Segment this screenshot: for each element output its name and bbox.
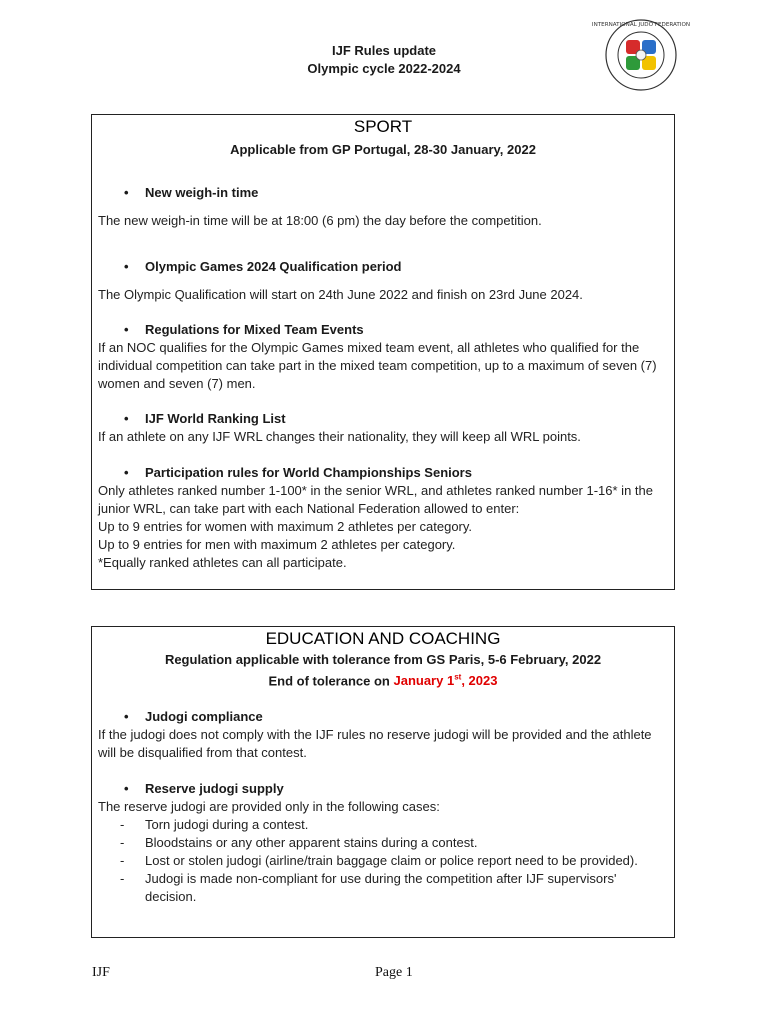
world-championships-heading: • Participation rules for World Championships Seniors <box>98 464 668 482</box>
header-title: IJF Rules update <box>331 43 437 58</box>
tolerance-date: January 1st, 2023 <box>393 673 498 689</box>
education-title: EDUCATION AND COACHING <box>265 629 501 648</box>
men-entries: Up to 9 entries for men with maximum 2 athletes per category. <box>98 537 456 552</box>
page-number: Page 1 <box>375 965 413 980</box>
ranking-note: *Equally ranked athletes can all participate. <box>98 555 347 570</box>
education-section <box>91 626 675 938</box>
qualification-heading: • Olympic Games 2024 Qualification period <box>98 258 668 276</box>
women-entries: Up to 9 entries for women with maximum 2 athletes per category. <box>98 519 473 534</box>
world-championships-text: Only athletes ranked number 1-100* in the senior WRL, and athletes ranked number 1-16* in the junior WRL, can take part with each National Federation allowed to enter: <box>98 483 653 516</box>
weighin-heading: • New weigh-in time <box>98 184 668 202</box>
wrl-text: If an athlete on any IJF WRL changes their nationality, they will keep all WRL points. <box>98 429 581 444</box>
logo-ring-text: INTERNATIONAL JUDO FEDERATION <box>591 22 691 28</box>
reserve-judogi-heading: • Reserve judogi supply <box>98 780 668 798</box>
reserve-case-item: - Judogi is made non-compliant for use during the competition after IJF supervisors' decision. <box>98 870 668 906</box>
footer-org: IJF <box>92 965 110 980</box>
reserve-case-item: - Torn judogi during a contest. <box>98 816 668 834</box>
reserve-case-item: - Lost or stolen judogi (airline/train baggage claim or police report need to be provided). <box>98 852 668 870</box>
ijf-logo <box>591 18 691 92</box>
tolerance-line <box>98 669 668 690</box>
judogi-compliance-heading: • Judogi compliance <box>98 708 668 726</box>
tolerance-prefix: End of tolerance on <box>268 673 394 689</box>
mixed-team-heading: • Regulations for Mixed Team Events <box>98 321 668 339</box>
qualification-text: The Olympic Qualification will start on 24th June 2022 and finish on 23rd June 2024. <box>98 287 583 302</box>
wrl-heading: • IJF World Ranking List <box>98 410 668 428</box>
reserve-judogi-intro: The reserve judogi are provided only in the following cases: <box>98 799 440 815</box>
mixed-team-text: If an NOC qualifies for the Olympic Games mixed team event, all athletes who qualified for the individual competition can take part in the mixed team competition, up to a maximum of seven (7) women and seven (7) men. <box>98 340 657 391</box>
sport-title: SPORT <box>353 117 413 136</box>
sport-section <box>91 114 675 590</box>
weighin-text: The new weigh-in time will be at 18:00 (6 pm) the day before the competition. <box>98 213 542 228</box>
judogi-compliance-text: If the judogi does not comply with the IJF rules no reserve judogi will be provided and the athlete will be disqualified from that contest. <box>98 727 652 761</box>
regulation-line: Regulation applicable with tolerance from GS Paris, 5-6 February, 2022 <box>164 652 602 667</box>
sport-applicable: Applicable from GP Portugal, 28-30 January, 2022 <box>230 142 536 157</box>
reserve-case-item: - Bloodstains or any other apparent stains during a contest. <box>98 834 668 852</box>
header-subtitle: Olympic cycle 2022-2024 <box>307 61 461 76</box>
